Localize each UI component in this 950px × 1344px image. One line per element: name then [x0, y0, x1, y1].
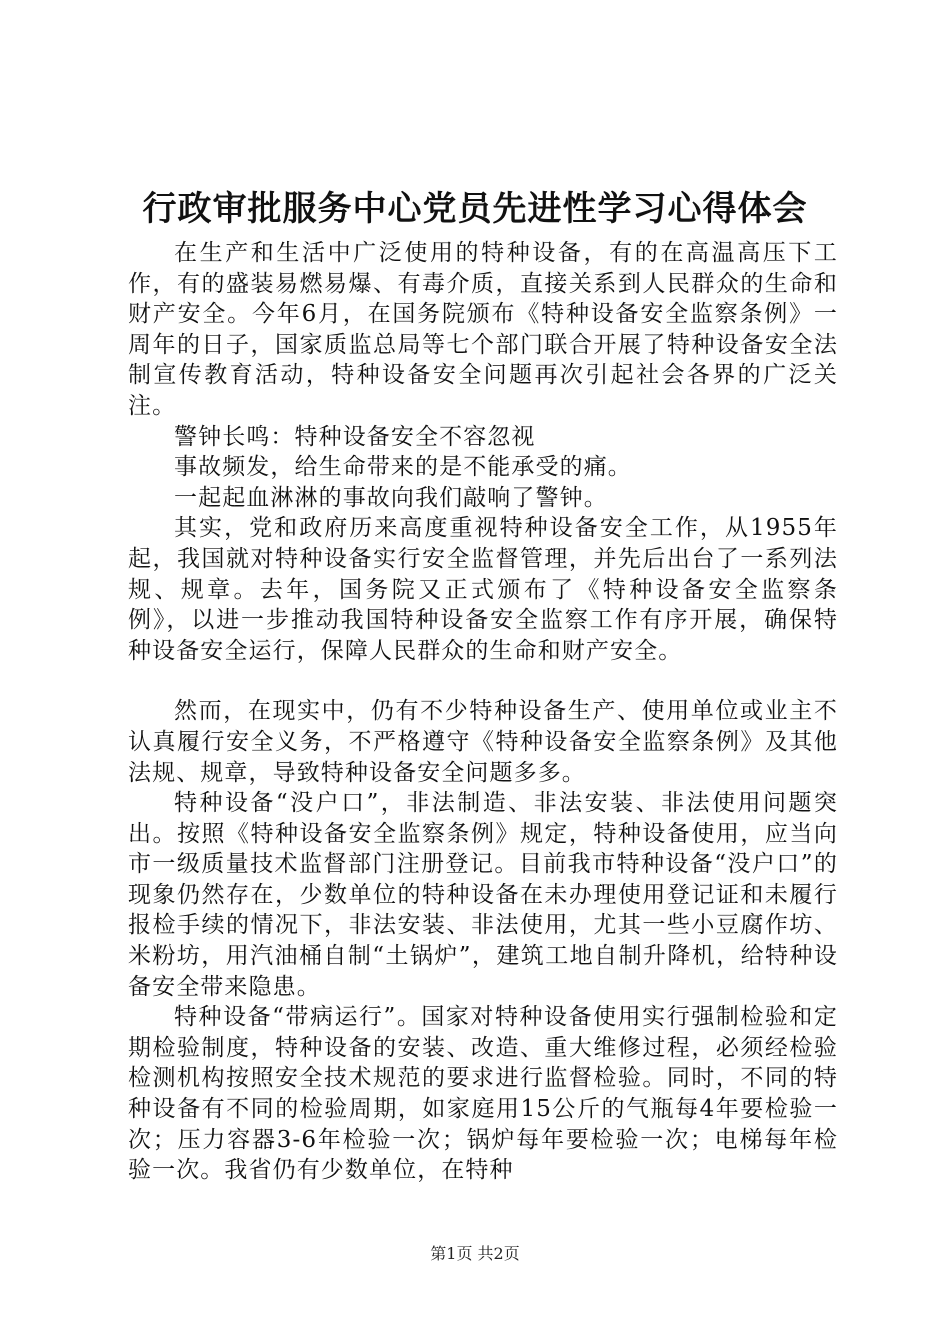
document-title: 行政审批服务中心党员先进性学习心得体会	[142, 189, 808, 229]
document-body	[128, 238, 838, 1186]
paragraph: 在生产和生活中广泛使用的特种设备，有的在高温高压下工作，有的盛装易燃易爆、有毒介质，直接关系到人民群众的生命和财产安全。今年6月，在国务院颁布《特种设备安全监察条例》一周年的日子，国家质监总局等七个部门联合开展了特种设备安全法制宣传教育活动，特种设备安全问题再次引起社会各界的广泛关注。	[128, 240, 838, 419]
paragraph: 特种设备“带病运行”。国家对特种设备使用实行强制检验和定期检验制度，特种设备的安装、改造、重大维修过程，必须经检验检测机构按照安全技术规范的要求进行监督检验。同时，不同的特种设备有不同的检验周期，如家庭用15公斤的气瓶每4年要检验一次；压力容器3-6年检验一次；锅炉每年要检验一次；电梯每年检验一次。我省仍有少数单位，在特种	[128, 1004, 838, 1184]
paragraph: 事故频发，给生命带来的是不能承受的痛。	[174, 454, 632, 481]
paragraph: 其实，党和政府历来高度重视特种设备安全工作，从1955年起，我国就对特种设备实行安全监督管理，并先后出台了一系列法规、规章。去年，国务院又正式颁布了《特种设备安全监察条例》，以进一步推动我国特种设备安全监察工作有序开展，确保特种设备安全运行，保障人民群众的生命和财产安全。	[128, 515, 838, 664]
page-number-footer: 第1页 共2页	[430, 1244, 520, 1263]
paragraph: 特种设备“没户口”，非法制造、非法安装、非法使用问题突出。按照《特种设备安全监察条例》规定，特种设备使用，应当向市一级质量技术监督部门注册登记。目前我市特种设备“没户口”的现象仍然存在，少数单位的特种设备在未办理使用登记证和未履行报检手续的情况下，非法安装、非法使用，尤其一些小豆腐作坊、米粉坊，用汽油桶自制“土锅炉”，建筑工地自制升降机，给特种设备安全带来隐患。	[128, 790, 838, 1000]
section-heading: 警钟长鸣：特种设备安全不容忽视	[174, 423, 536, 450]
paragraph: 然而，在现实中，仍有不少特种设备生产、使用单位或业主不认真履行安全义务，不严格遵守《特种设备安全监察条例》及其他法规、规章，导致特种设备安全问题多多。	[128, 698, 838, 786]
paragraph: 一起起血淋淋的事故向我们敲响了警钟。	[174, 484, 608, 511]
